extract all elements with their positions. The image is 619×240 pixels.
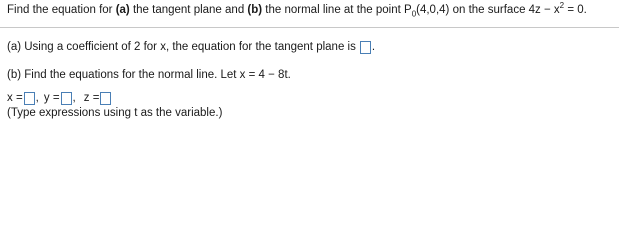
z-answer-box[interactable] (100, 92, 111, 105)
point-coords: (4,0,4) (416, 4, 450, 16)
z-label: z = (83, 92, 100, 104)
x-label: x = (7, 92, 23, 104)
comma-2: , (72, 92, 76, 104)
part-a-label: (a) (115, 4, 130, 16)
problem-text-1: Find the equation for (7, 4, 116, 16)
comma-1: , (35, 92, 39, 104)
tangent-plane-answer-box[interactable] (360, 41, 371, 54)
normal-line-answers (7, 91, 112, 105)
point-subscript: 0 (411, 9, 417, 19)
y-answer-box[interactable] (61, 92, 72, 105)
y-label: y = (43, 92, 60, 104)
part-b-prompt: (b) Find the equations for the normal line. Let x = 4 − 8t. (7, 69, 291, 81)
part-b-question (7, 68, 291, 82)
x-answer-box[interactable] (24, 92, 35, 105)
problem-text-5: = 0. (564, 4, 587, 16)
problem-text-4: on the surface 4z − x (449, 4, 560, 16)
problem-statement (7, 3, 587, 17)
problem-text-2: the tangent plane and (129, 4, 248, 16)
part-a-prompt: (a) Using a coefficient of 2 for x, the equation for the tangent plane is (7, 41, 356, 53)
part-b-label: (b) (247, 4, 263, 16)
divider (0, 27, 619, 28)
problem-text-3: the normal line at the point P (262, 4, 412, 16)
exponent: 2 (559, 1, 565, 11)
part-a-question (7, 40, 375, 54)
input-hint: (Type expressions using t as the variable.) (7, 107, 223, 119)
part-a-trailing: . (371, 41, 376, 53)
